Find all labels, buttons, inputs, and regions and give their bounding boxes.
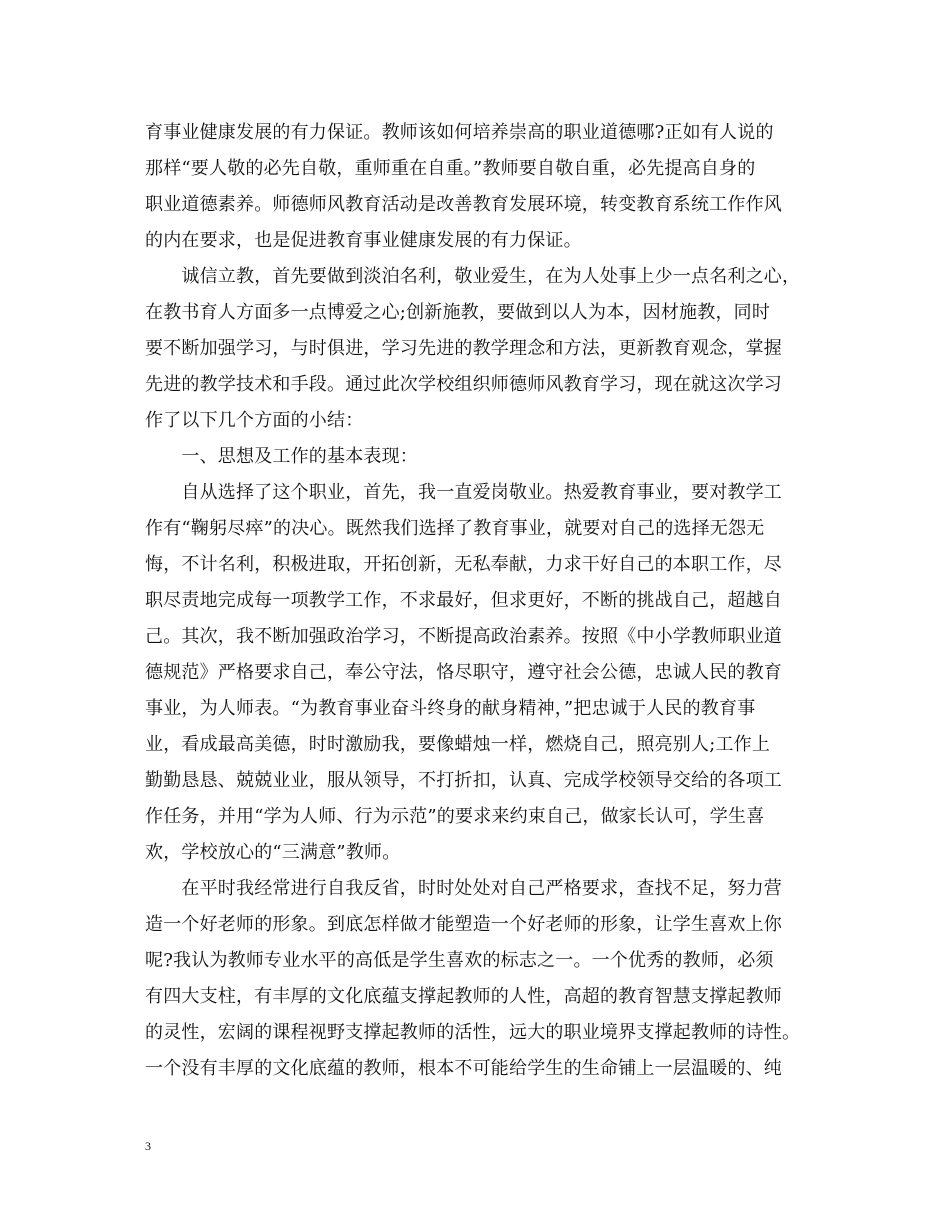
text-line: 育事业健康发展的有力保证。教师该如何培养崇高的职业道德哪?正如有人说的	[145, 122, 774, 143]
text-line: 作了以下几个方面的小结：	[145, 410, 364, 431]
body-text	[145, 117, 810, 1089]
text-line: 造一个好老师的形象。到底怎样做才能塑造一个好老师的形象，让学生喜欢上你	[145, 914, 782, 935]
text-line: 作有“鞠躬尽瘁”的决心。既然我们选择了教育事业，就要对自己的选择无怨无	[145, 518, 765, 539]
text-line: 一个没有丰厚的文化底蕴的教师，根本不可能给学生的生命铺上一层温暖的、纯	[145, 1058, 782, 1079]
text-line: 在教书育人方面多一点博爱之心;创新施教，要做到以人为本，因材施教，同时	[145, 302, 771, 323]
text-line: 在平时我经常进行自我反省，时时处处对自己严格要求，查找不足，努力营	[145, 878, 782, 899]
text-line: 的内在要求，也是促进教育事业健康发展的有力保证。	[145, 230, 582, 251]
text-line: 那样“要人敬的必先自敬，重师重在自重。”教师要自敬自重，必先提高自身的	[145, 158, 756, 179]
text-line: 诚信立教，首先要做到淡泊名利，敬业爱生，在为人处事上少一点名利之心，	[145, 266, 801, 287]
text-line: 呢?我认为教师专业水平的高低是学生喜欢的标志之一。一个优秀的教师，必须	[145, 950, 774, 971]
text-line: 勤勤恳恳、兢兢业业，服从领导，不打折扣，认真、完成学校领导交给的各项工	[145, 770, 782, 791]
text-line: 欢，学校放心的“三满意”教师。	[145, 842, 401, 863]
text-line: 德规范》严格要求自己，奉公守法，恪尽职守，遵守社会公德，忠诚人民的教育	[145, 662, 782, 683]
text-line: 的灵性，宏阔的课程视野支撑起教师的活性，远大的职业境界支撑起教师的诗性。	[145, 1022, 801, 1043]
text-line: 作任务，并用“学为人师、行为示范”的要求来约束自己，做家长认可，学生喜	[145, 806, 765, 827]
page-number: 3	[145, 1139, 151, 1153]
text-line: 职业道德素养。师德师风教育活动是改善教育发展环境，转变教育系统工作作风	[145, 194, 782, 215]
text-line: 一、思想及工作的基本表现：	[145, 446, 418, 467]
text-line: 要不断加强学习，与时俱进，学习先进的教学理念和方法，更新教育观念，掌握	[145, 338, 782, 359]
text-line: 先进的教学技术和手段。通过此次学校组织师德师风教育学习，现在就这次学习	[145, 374, 782, 395]
text-line: 业，看成最高美德，时时激励我，要像蜡烛一样，燃烧自己，照亮别人;工作上	[145, 734, 771, 755]
text-line: 己。其次，我不断加强政治学习，不断提高政治素养。按照《中小学教师职业道	[145, 626, 782, 647]
text-line: 职尽责地完成每一项教学工作，不求最好，但求更好，不断的挑战自己，超越自	[145, 590, 782, 611]
text-line: 有四大支柱，有丰厚的文化底蕴支撑起教师的人性，高超的教育智慧支撑起教师	[145, 986, 782, 1007]
text-line: 自从选择了这个职业，首先，我一直爱岗敬业。热爱教育事业，要对教学工	[145, 482, 782, 503]
text-line: 悔，不计名利，积极进取，开拓创新，无私奉献，力求干好自己的本职工作，尽	[145, 554, 782, 575]
text-line: 事业，为人师表。“为教育事业奋斗终身的献身精神，”把忠诚于人民的教育事	[145, 698, 756, 719]
